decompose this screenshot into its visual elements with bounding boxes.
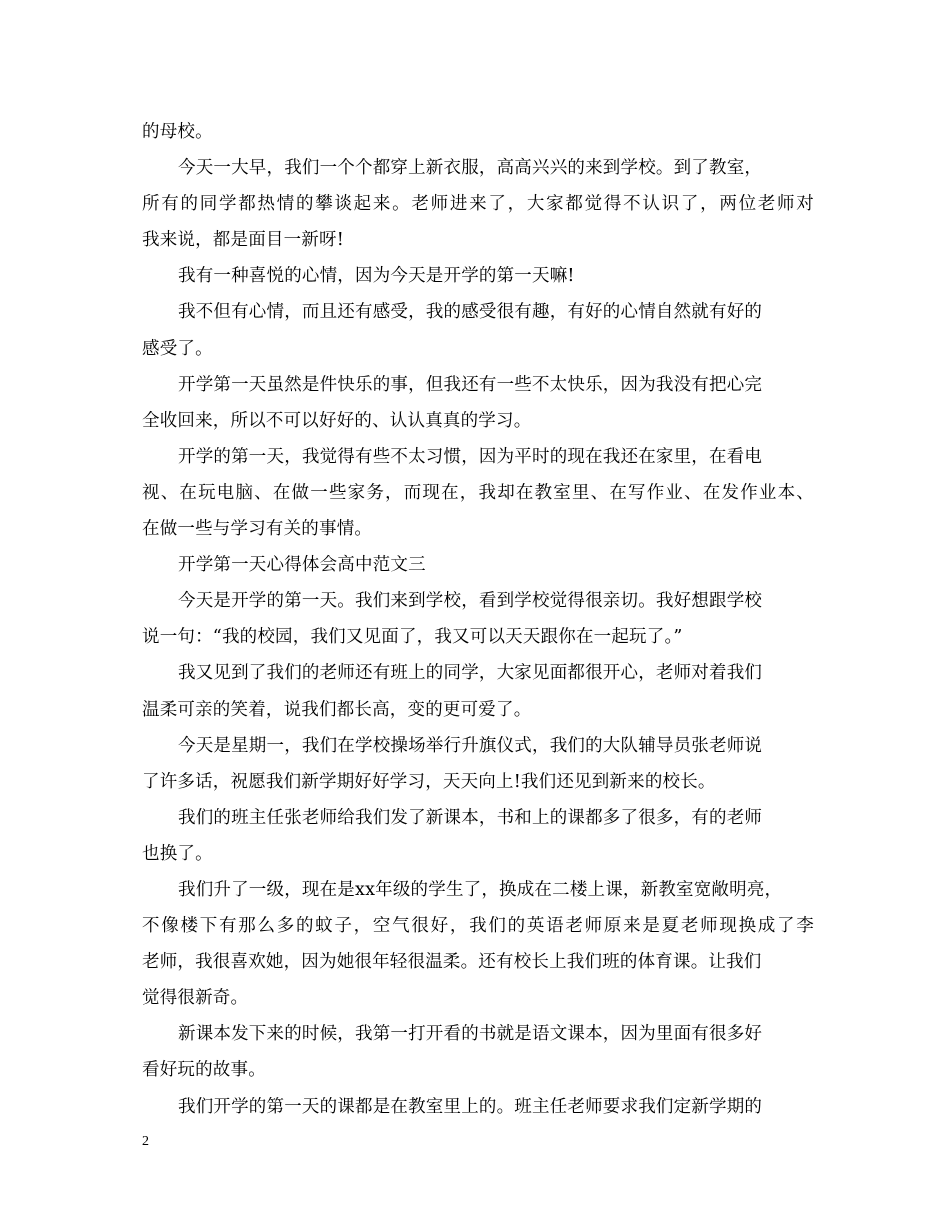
text-line: 在做一些与学习有关的事情。 [142, 519, 373, 540]
paragraph-first-line: 新课本发下来的时候，我第一打开看的书就是语文课本，因为里面有很多好 [178, 1024, 763, 1045]
text-line: 老师，我很喜欢她，因为她很年轻很温柔。还有校长上我们班的体育课。让我们 [142, 952, 762, 973]
paragraph-first-line: 今天是开学的第一天。我们来到学校，看到学校觉得很亲切。我好想跟学校 [178, 591, 763, 612]
text-line: 全收回来，所以不可以好好的、认认真真的学习。 [142, 410, 532, 431]
page-number: 2 [142, 1134, 149, 1149]
paragraph-first-line: 开学第一天虽然是件快乐的事，但我还有一些不太快乐，因为我没有把心完 [178, 374, 763, 395]
text-line: 所有的同学都热情的攀谈起来。老师进来了，大家都觉得不认识了，两位老师对 [142, 194, 814, 215]
text-line: 感受了。 [142, 338, 213, 359]
paragraph-first-line: 今天是星期一，我们在学校操场举行升旗仪式，我们的大队辅导员张老师说 [178, 735, 763, 756]
paragraph-first-line: 我又见到了我们的老师还有班上的同学，大家见面都很开心，老师对着我们 [178, 663, 763, 684]
paragraph-first-line: 开学的第一天，我觉得有些不太习惯，因为平时的现在我还在家里，在看电 [178, 446, 763, 467]
text-line: 我来说，都是面目一新呀! [142, 230, 344, 251]
text-line: 也换了。 [142, 843, 213, 864]
body-text [142, 114, 814, 1125]
section-heading: 开学第一天心得体会高中范文三 [178, 555, 426, 576]
paragraph-first-line: 我们开学的第一天的课都是在教室里上的。班主任老师要求我们定新学期的 [178, 1096, 763, 1117]
text-line: 视、在玩电脑、在做一些家务，而现在，我却在教室里、在写作业、在发作业本、 [142, 482, 814, 503]
text-line: 说一句：“我的校园，我们又见面了，我又可以天天跟你在一起玩了。” [142, 627, 683, 648]
text-line: 不像楼下有那么多的蚊子，空气很好，我们的英语老师原来是夏老师现换成了李 [142, 916, 814, 937]
text-line: 的母校。 [142, 122, 213, 142]
paragraph-first-line: 我们的班主任张老师给我们发了新课本，书和上的课都多了很多，有的老师 [178, 807, 763, 828]
paragraph-first-line: 我不但有心情，而且还有感受，我的感受很有趣，有好的心情自然就有好的 [178, 302, 763, 323]
paragraph-first-line: 我们升了一级，现在是xx年级的学生了，换成在二楼上课，新教室宽敞明亮， [178, 879, 783, 900]
paragraph-first-line: 我有一种喜悦的心情，因为今天是开学的第一天嘛! [178, 266, 575, 287]
paragraph-first-line: 今天一大早，我们一个个都穿上新衣服，高高兴兴的来到学校。到了教室， [178, 158, 763, 179]
text-line: 了许多话，祝愿我们新学期好好学习，天天向上!我们还见到新来的校长。 [142, 771, 716, 792]
text-line: 看好玩的故事。 [142, 1060, 266, 1081]
text-line: 觉得很新奇。 [142, 988, 249, 1009]
text-line: 温柔可亲的笑着，说我们都长高，变的更可爱了。 [142, 699, 532, 720]
